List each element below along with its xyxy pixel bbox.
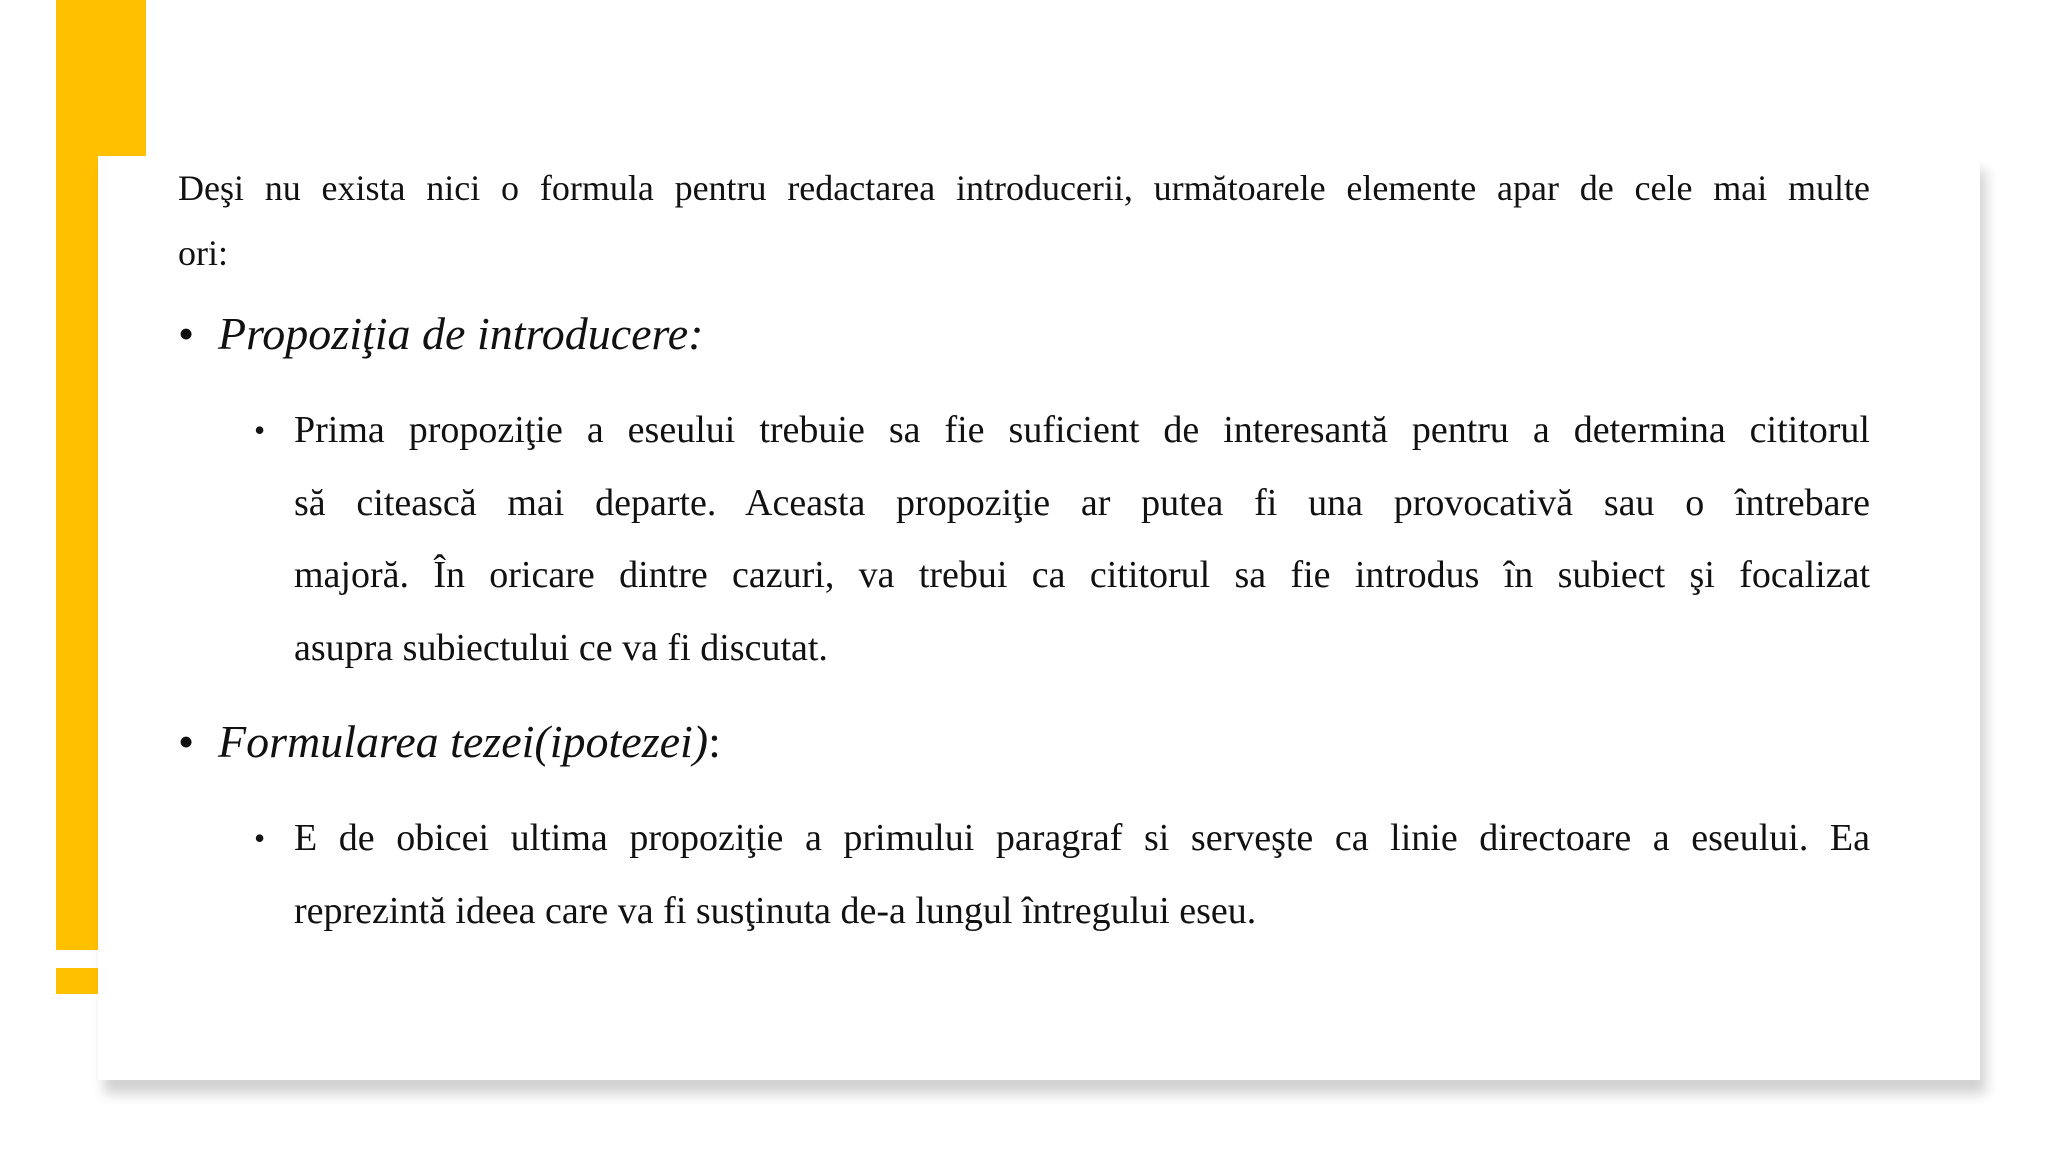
accent-bar-side [56, 150, 98, 950]
bullet-dot: • [178, 308, 195, 359]
bullet-line: asupra subiectului ce va fi discutat. [294, 626, 828, 669]
bullet-line: Prima propoziţie a eseului trebuie sa fie suficient de interesantă pentru a determina cititorul [294, 409, 1870, 451]
intro-paragraph [178, 156, 1870, 286]
bullet-dot: • [254, 412, 266, 448]
intro-line-2: ori: [178, 233, 228, 273]
bullet-line: E de obicei ultima propoziţie a primului paragraf si serveşte ca linie directoare a eseului. Ea [294, 817, 1870, 859]
bullet-line: să citească mai departe. Aceasta propoziţie ar putea fi una provocativă sau o întrebare [294, 481, 1870, 524]
bullet-dot: • [178, 716, 195, 767]
section-heading-text: Propoziţia de introducere: [218, 308, 704, 359]
accent-bar-foot [56, 968, 98, 994]
section-bullet-thesis [178, 802, 1870, 947]
section-heading-text: Formularea tezei(ipotezei) [218, 716, 709, 767]
bullet-line: majoră. În oricare dintre cazuri, va trebui ca cititorul sa fie introdus în subiect şi focalizat [294, 554, 1870, 596]
accent-bar-top [56, 0, 146, 160]
section-heading-introductory-sentence [178, 304, 1870, 364]
section-heading-suffix: : [708, 716, 721, 767]
slide-content-card [98, 156, 1980, 1080]
bullet-dot: • [254, 820, 266, 856]
section-heading-thesis [178, 712, 1870, 772]
section-bullet-introductory-sentence [178, 394, 1870, 684]
bullet-line: reprezintă ideea care va fi susţinuta de-a lungul întregului eseu. [294, 889, 1257, 932]
intro-line-1: Deşi nu exista nici o formula pentru redactarea introducerii, următoarele elemente apar de cele mai multe [178, 168, 1870, 208]
